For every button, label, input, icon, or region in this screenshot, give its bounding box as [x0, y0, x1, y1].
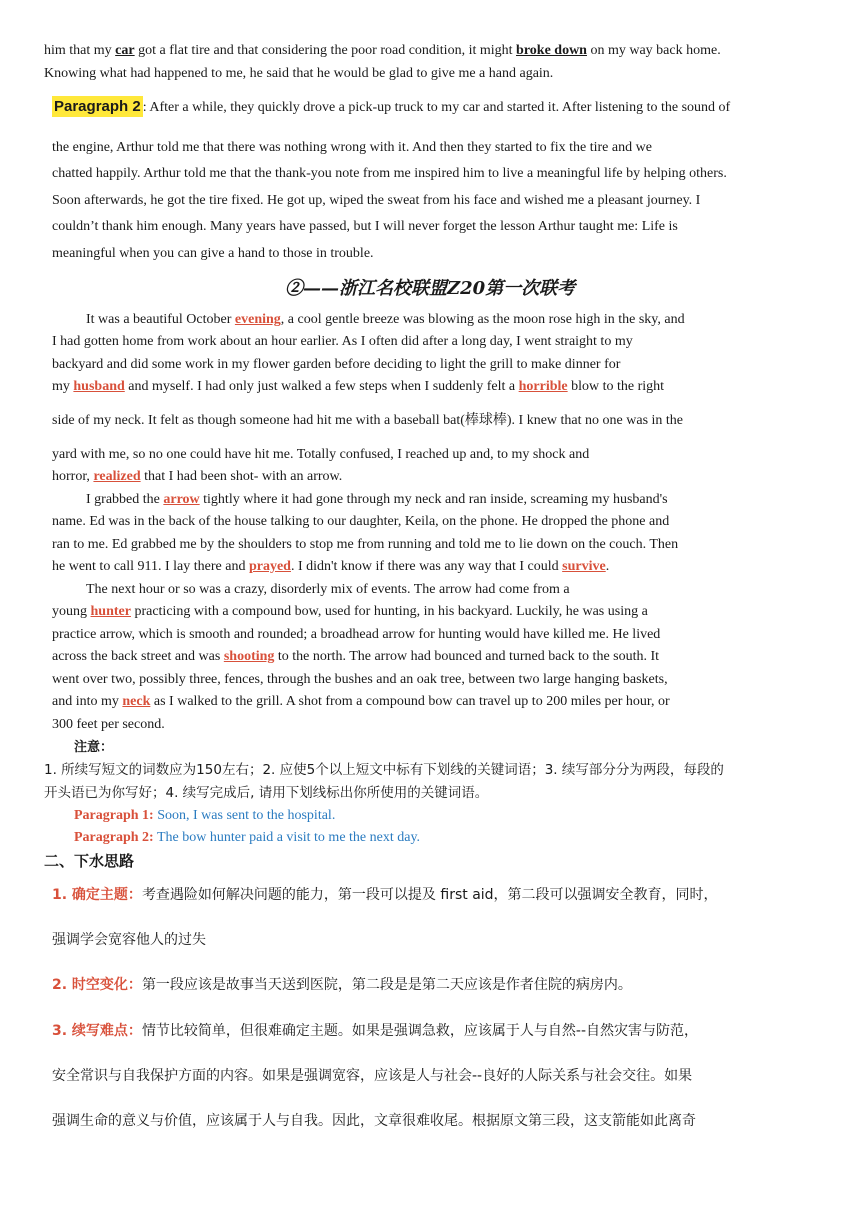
- text-line: I had gotten home from work about an hour earlier. As I often did after a long day, I went straight to my: [52, 334, 633, 349]
- text-line: young hunter practicing with a compound bow, used for hunting, in his backyard. Luckily, he was using a: [52, 604, 648, 619]
- point-3-cont: 强调生命的意义与价值，应该属于人与自我。因此，文章很难收尾。根据原文第三段，这支箭能如此离奇: [52, 1113, 696, 1129]
- text-line: The next hour or so was a crazy, disorderly mix of events. The arrow had come from a: [86, 582, 570, 597]
- keyword: horrible: [518, 379, 568, 394]
- keyword: evening: [234, 312, 281, 327]
- text-line: Knowing what had happened to me, he said that he would be glad to give me a hand again.: [44, 66, 554, 81]
- text-line: and into my neck as I walked to the grill. A shot from a compound bow can travel up to 200 miles per hour, or: [52, 694, 670, 709]
- keyword: broke down: [516, 43, 587, 58]
- text-line: him that my car got a flat tire and that considering the poor road condition, it might broke down on my way back home.: [44, 43, 721, 58]
- text-line: backyard and did some work in my flower garden before deciding to light the grill to make dinner for: [52, 357, 621, 372]
- text-line: couldn’t thank him enough. Many years have passed, but I will never forget the lesson Arthur taught me: Life is: [52, 219, 678, 234]
- notes-line: 开头语已为你写好；4. 续写完成后, 请用下划线标出你所使用的关键词语。: [44, 785, 489, 801]
- text-line: 300 feet per second.: [52, 717, 165, 732]
- text-line: practice arrow, which is smooth and rounded; a broadhead arrow for hunting would have killed me. He lived: [52, 627, 661, 642]
- text-line: across the back street and was shooting to the north. The arrow had bounced and turned back to the south. It: [52, 649, 660, 664]
- text-line: name. Ed was in the back of the house talking to our daughter, Keila, on the phone. He dropped the phone and: [52, 514, 670, 529]
- point-2: 2. 时空变化：第一段应该是故事当天送到医院，第二段是是第二天应该是作者住院的病房内。: [52, 977, 632, 993]
- text-line: ran to me. Ed grabbed me by the shoulders to stop me from running and told me to lie down on the couch. Then: [52, 537, 679, 552]
- keyword: neck: [122, 694, 151, 709]
- notes-line: 1. 所续写短文的词数应为150左右；2. 应使5个以上短文中标有下划线的关键词语；3. 续写部分分为两段，每段的: [44, 762, 724, 778]
- point-1-cont: 强调学会宽容他人的过失: [52, 932, 206, 948]
- text-line: my husband and myself. I had only just walked a few steps when I suddenly felt a horrible blow to the right: [52, 379, 665, 394]
- keyword: husband: [73, 379, 125, 394]
- text-line: yard with me, so no one could have hit me. Totally confused, I reached up and, to my shock and: [52, 447, 590, 462]
- text-line: went over two, possibly three, fences, through the bushes and an oak tree, between two large hanging baskets,: [52, 672, 668, 687]
- keyword: prayed: [248, 559, 291, 574]
- text-line: It was a beautiful October evening, a cool gentle breeze was blowing as the moon rose high in the sky, and: [86, 312, 685, 327]
- paragraph-2-prompt: Paragraph 2: The bow hunter paid a visit to me the next day.: [74, 830, 421, 845]
- point-3-cont: 安全常识与自我保护方面的内容。如果是强调宽容，应该是人与社会--良好的人际关系与社会交往。如果: [52, 1068, 693, 1084]
- text-line: I grabbed the arrow tightly where it had gone through my neck and ran inside, screaming my husband's: [86, 492, 668, 507]
- text-line: he went to call 911. I lay there and prayed. I didn't know if there was any way that I could survive.: [52, 559, 610, 574]
- text-line: side of my neck. It felt as though someone had hit me with a baseball bat(棒球棒). I knew that no one was in the: [52, 413, 684, 428]
- section-title: ②——浙江名校联盟Z20第一次联考: [285, 278, 576, 299]
- keyword: arrow: [163, 492, 200, 507]
- section-heading: 二、下水思路: [44, 852, 135, 870]
- text-line: meaningful when you can give a hand to those in trouble.: [52, 246, 374, 261]
- text-line: Paragraph 2 : After a while, they quickly drove a pick-up truck to my car and started it. After listening to the sound of: [54, 98, 731, 115]
- paragraph-label: Paragraph 2: [54, 98, 141, 115]
- point-3: 3. 续写难点：情节比较简单，但很难确定主题。如果是强调急救，应该属于人与自然--自然灾害与防范，: [52, 1023, 699, 1039]
- keyword: shooting: [223, 649, 275, 664]
- text-line: Soon afterwards, he got the tire fixed. He got up, wiped the sweat from his face and wished me a pleasant journey. I: [52, 193, 701, 208]
- text-line: chatted happily. Arthur told me that the thank-you note from me inspired him to live a meaningful life by helping others.: [52, 166, 727, 181]
- keyword: realized: [93, 469, 141, 484]
- keyword: hunter: [90, 604, 131, 619]
- keyword: survive: [562, 559, 606, 574]
- notes-heading: 注意：: [74, 740, 114, 755]
- text-line: horror, realized that I had been shot- with an arrow.: [52, 469, 343, 484]
- text-line: the engine, Arthur told me that there was nothing wrong with it. And then they started to fix the tire and we: [52, 140, 652, 155]
- point-1: 1. 确定主题：考查遇险如何解决问题的能力，第一段可以提及 first aid，第二段可以强调安全教育，同时，: [52, 887, 718, 903]
- keyword: car: [115, 43, 135, 58]
- paragraph-1-prompt: Paragraph 1: Soon, I was sent to the hospital.: [74, 808, 336, 823]
